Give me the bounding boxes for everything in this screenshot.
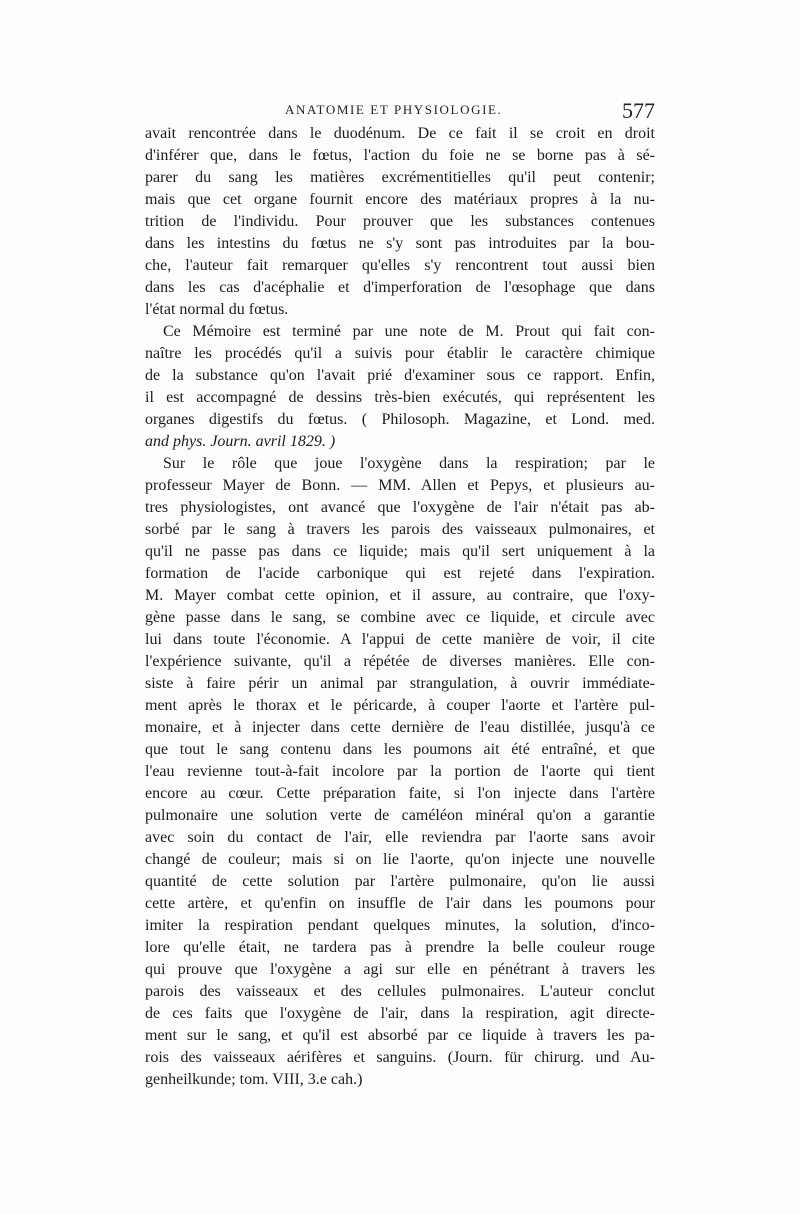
text-line: de la substance qu'on l'avait prié d'examiner sous ce rapport. Enfin, <box>145 367 655 384</box>
text-line: professeur Mayer de Bonn. — MM. Allen et Pepys, et plusieurs au- <box>145 477 655 494</box>
text-line: mais que cet organe fournit encore des matériaux propres à la nu- <box>145 191 655 208</box>
section-heading-line: Sur le rôle que joue l'oxygène dans la respiration; par le <box>163 455 655 472</box>
text-line: organes digestifs du fœtus. ( Philosoph. Magazine, et Lond. med. <box>145 411 655 428</box>
text-line: l'expérience suivante, qu'il a répétée de diverses manières. Elle con- <box>145 653 655 670</box>
text-line: imiter la respiration pendant quelques minutes, la solution, d'inco- <box>145 917 655 934</box>
text-line: sorbé par le sang à travers les parois des vaisseaux pulmonaires, et <box>145 521 655 538</box>
text-line: parer du sang les matières excrémentitielles qu'il peut contenir; <box>145 169 655 186</box>
running-head: ANATOMIE ET PHYSIOLOGIE. <box>285 102 503 117</box>
text-line: pulmonaire une solution verte de caméléon minéral qu'on a garantie <box>145 807 655 824</box>
text-line: siste à faire périr un animal par strangulation, à ouvrir immédiate- <box>145 675 655 692</box>
text-line: rois des vaisseaux aérifères et sanguins. (Journ. für chirurg. und Au- <box>145 1049 655 1066</box>
text-line: quantité de cette solution par l'artère pulmonaire, qu'on lie aussi <box>145 873 655 890</box>
text-line: and phys. Journ. avril 1829. ) <box>145 433 336 450</box>
text-line: avait rencontrée dans le duodénum. De ce fait il se croit en droit <box>145 125 655 142</box>
text-line: ment après le thorax et le péricarde, à couper l'aorte et l'artère pul- <box>145 697 655 714</box>
text-line: lui dans toute l'économie. A l'appui de cette manière de voir, il cite <box>145 631 655 648</box>
text-line: Ce Mémoire est terminé par une note de M. Prout qui fait con- <box>163 323 655 340</box>
text-line: monaire, et à injecter dans cette dernière de l'eau distillée, jusqu'à ce <box>145 719 655 736</box>
text-line: dans les intestins du fœtus ne s'y sont pas introduites par la bou- <box>145 235 655 252</box>
text-line: gène passe dans le sang, se combine avec ce liquide, et circule avec <box>145 609 655 626</box>
text-line: d'inférer que, dans le fœtus, l'action du foie ne se borne pas à sé- <box>145 147 655 164</box>
text-line: cette artère, et qu'enfin on insuffle de l'air dans les poumons pour <box>145 895 655 912</box>
text-line: M. Mayer combat cette opinion, et il assure, au contraire, que l'oxy- <box>145 587 655 604</box>
text-line: changé de couleur; mais si on lie l'aorte, qu'on injecte une nouvelle <box>145 851 655 868</box>
text-line: l'état normal du fœtus. <box>145 301 289 318</box>
text-line: genheilkunde; tom. VIII, 3.e cah.) <box>145 1071 363 1088</box>
text-line: parois des vaisseaux et des cellules pulmonaires. L'auteur conclut <box>145 983 655 1000</box>
text-line: il est accompagné de dessins très-bien exécutés, qui représentent les <box>145 389 655 406</box>
text-line: naître les procédés qu'il a suivis pour établir le caractère chimique <box>145 345 655 362</box>
body-text <box>145 123 655 1091</box>
text-line: trition de l'individu. Pour prouver que les substances contenues <box>145 213 655 230</box>
text-line: qu'il ne passe pas dans ce liquide; mais qu'il sert uniquement à la <box>145 543 655 560</box>
text-line: que tout le sang contenu dans les poumons ait été entraîné, et que <box>145 741 655 758</box>
text-line: lore qu'elle était, ne tardera pas à prendre la belle couleur rouge <box>145 939 655 956</box>
text-line: qui prouve que l'oxygène a agi sur elle en pénétrant à travers les <box>145 961 655 978</box>
page-header <box>145 98 655 124</box>
text-line: encore au cœur. Cette préparation faite, si l'on injecte dans l'artère <box>145 785 655 802</box>
text-line: che, l'auteur fait remarquer qu'elles s'y rencontrent tout aussi bien <box>145 257 655 274</box>
text-line: formation de l'acide carbonique qui est rejeté dans l'expiration. <box>145 565 655 582</box>
text-line: l'eau revienne tout-à-fait incolore par la portion de l'aorte qui tient <box>145 763 655 780</box>
text-line: de ces faits que l'oxygène de l'air, dans la respiration, agit directe- <box>145 1005 655 1022</box>
text-line: tres physiologistes, ont avancé que l'oxygène de l'air n'était pas ab- <box>145 499 655 516</box>
text-line: dans les cas d'acéphalie et d'imperforation de l'œsophage que dans <box>145 279 655 296</box>
text-line: ment sur le sang, et qu'il est absorbé par ce liquide à travers les pa- <box>145 1027 655 1044</box>
text-line: avec soin du contact de l'air, elle reviendra par l'aorte sans avoir <box>145 829 655 846</box>
page-number: 577 <box>622 98 655 123</box>
